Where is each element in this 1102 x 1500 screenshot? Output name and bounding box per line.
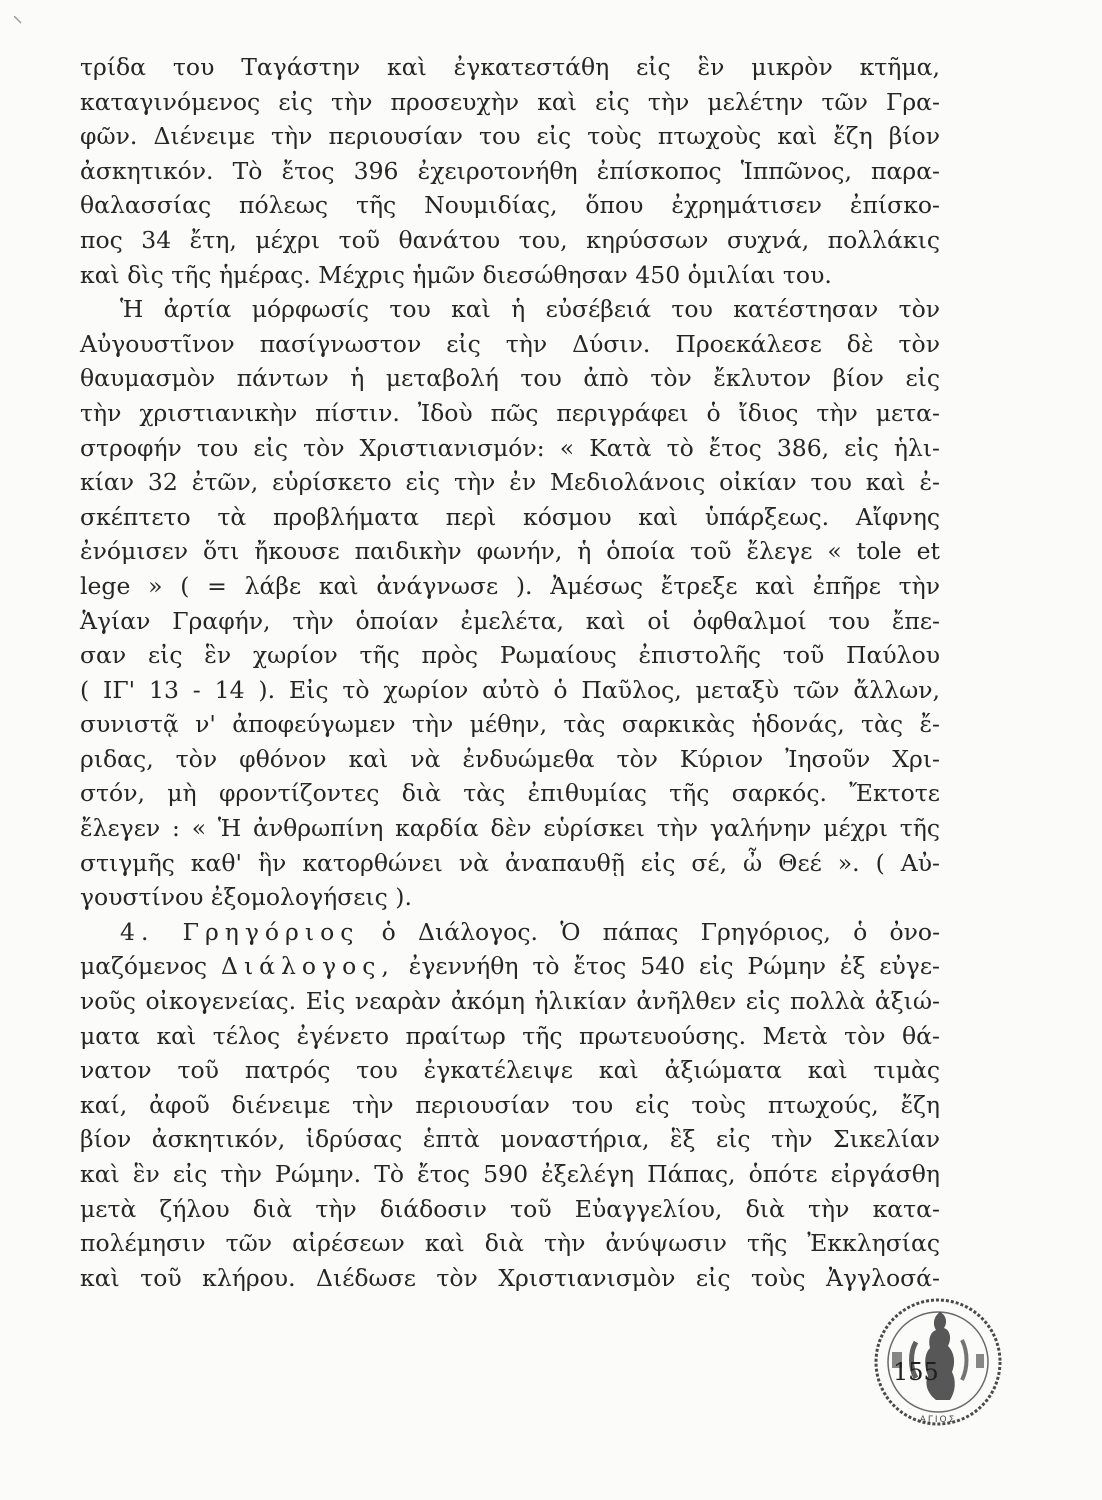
text-line: νατον τοῦ πατρός του ἐγκατέλειψε καὶ ἀξιώματα καὶ τιμὰς	[80, 1056, 940, 1085]
text-line: σαν εἰς ἓν χωρίον τῆς πρὸς Ρωμαίους ἐπιστολῆς τοῦ Παύλου	[80, 641, 940, 670]
text-line: καταγινόμενος εἰς τὴν προσευχὴν καὶ εἰς τὴν μελέτην τῶν Γρα-	[80, 87, 940, 116]
text-line: τὴν χριστιανικὴν πίστιν. Ἰδοὺ πῶς περιγράφει ὁ ἴδιος τὴν μετα-	[80, 398, 940, 427]
text-line: σκέπτετο τὰ προβλήματα περὶ κόσμου καὶ ὑπάρξεως. Αἴφνης	[80, 502, 940, 531]
named-term-line	[80, 949, 940, 984]
text-line: νοῦς οἰκογενείας. Εἰς νεαρὰν ἀκόμη ἡλικίαν ἀνῆλθεν εἰς πολλὰ ἀξιώ-	[80, 987, 940, 1016]
text-fragment: ἐγεννήθη τὸ ἔτος 540 εἰς Ρώμην ἐξ εὐγε-	[408, 952, 940, 981]
text-line: Ἡ ἀρτία μόρφωσίς του καὶ ἡ εὐσέβειά του κατέστησαν τὸν	[120, 295, 940, 324]
text-line: ἐνόμισεν ὅτι ἤκουσε παιδικὴν φωνήν, ἡ ὁποία τοῦ ἔλεγε « tole et	[80, 537, 940, 566]
text-line: στιγμῆς καθ' ἣν κατορθώνει νὰ ἀναπαυθῇ εἰς σέ, ὦ Θεέ ». ( Αὐ-	[80, 848, 940, 877]
text-line: ριδας, τὸν φθόνον καὶ νὰ ἐνδυώμεθα τὸν Κύριον Ἰησοῦν Χρι-	[80, 744, 940, 773]
text-line: βίον ἀσκητικόν, ἱδρύσας ἑπτὰ μοναστήρια, ἓξ εἰς τὴν Σικελίαν	[80, 1125, 940, 1154]
text-line: Ἁγίαν Γραφήν, τὴν ὁποίαν ἐμελέτα, καὶ οἱ ὀφθαλμοί του ἔπε-	[80, 606, 940, 635]
page-number: 155	[893, 1358, 939, 1386]
text-line: στόν, μὴ φροντίζοντες διὰ τὰς ἐπιθυμίας τῆς σαρκός. Ἔκτοτε	[80, 779, 940, 808]
text-line: θαλασσίας πόλεως τῆς Νουμιδίας, ὅπου ἐχρημάτισεν ἐπίσκο-	[80, 191, 940, 220]
text-line: φῶν. Διένειμε τὴν περιουσίαν του εἰς τοὺς πτωχοὺς καὶ ἔζη βίον	[80, 122, 940, 151]
scan-speck	[14, 16, 22, 24]
text-line: ἔλεγεν : « Ἡ ἀνθρωπίνη καρδία δὲν εὑρίσκει τὴν γαλήνην μέχρι τῆς	[80, 814, 940, 843]
section-heading-line	[80, 915, 940, 950]
text-line: γουστίνου ἐξομολογήσεις ).	[80, 883, 412, 912]
named-term: Διάλογος,	[220, 952, 395, 981]
text-line: θαυμασμὸν πάντων ἡ μεταβολή του ἀπὸ τὸν ἔκλυτον βίον εἰς	[80, 364, 940, 393]
text-line: τρίδα του Ταγάστην καὶ ἐγκατεστάθη εἰς ἓν μικρὸν κτῆμα,	[80, 53, 940, 81]
text-line: μετὰ ζήλου διὰ τὴν διάδοσιν τοῦ Εὐαγγελίου, διὰ τὴν κατα-	[80, 1194, 940, 1223]
text-line: καὶ τοῦ κλήρου. Διέδωσε τὸν Χριστιανισμὸν εἰς τοὺς Ἀγγλοσά-	[80, 1263, 940, 1292]
text-line: Αὐγουστῖνον πασίγνωστον εἰς τὴν Δύσιν. Προεκάλεσε δὲ τὸν	[80, 329, 940, 358]
section-heading: 4. Γρηγόριος	[120, 917, 360, 946]
stamp-text: ΑΓΙΟΣ	[919, 1415, 957, 1425]
text-line: ἀσκητικόν. Τὸ ἔτος 396 ἐχειροτονήθη ἐπίσκοπος Ἱππῶνος, παρα-	[80, 156, 940, 185]
text-fragment: μαζόμενος	[80, 952, 208, 981]
body-text	[80, 50, 940, 1295]
text-line: lege » ( = λάβε καὶ ἀνάγνωσε ). Ἀμέσως ἔτρεξε καὶ ἐπῆρε τὴν	[80, 571, 940, 600]
text-fragment: ὁ Διάλογος. Ὁ πάπας Γρηγόριος, ὁ ὀνο-	[381, 917, 941, 946]
text-line: καὶ δὶς τῆς ἡμέρας. Μέχρις ἡμῶν διεσώθησαν 450 ὁμιλίαι του.	[80, 260, 832, 289]
text-line: κίαν 32 ἐτῶν, εὑρίσκετο εἰς τὴν ἐν Μεδιολάνοις οἰκίαν του καὶ ἐ-	[80, 468, 940, 497]
text-line: πος 34 ἔτη, μέχρι τοῦ θανάτου του, κηρύσσων συχνά, πολλάκις	[80, 225, 940, 254]
library-stamp-icon	[858, 1282, 1008, 1432]
text-line: στροφήν του εἰς τὸν Χριστιανισμόν: « Κατὰ τὸ ἔτος 386, εἰς ἡλι-	[80, 433, 940, 462]
text-line: ( ΙΓ' 13 - 14 ). Εἰς τὸ χωρίον αὐτὸ ὁ Παῦλος, μεταξὺ τῶν ἄλλων,	[80, 675, 940, 704]
text-line: συνιστᾷ ν' ἀποφεύγωμεν τὴν μέθην, τὰς σαρκικὰς ἡδονάς, τὰς ἔ-	[80, 710, 940, 739]
text-line: καὶ ἓν εἰς τὴν Ρώμην. Τὸ ἔτος 590 ἐξελέγη Πάπας, ὁπότε εἰργάσθη	[80, 1160, 940, 1188]
text-line: πολέμησιν τῶν αἱρέσεων καὶ διὰ τὴν ἀνύψωσιν τῆς Ἐκκλησίας	[80, 1229, 940, 1258]
text-line: ματα καὶ τέλος ἐγένετο πραίτωρ τῆς πρωτευούσης. Μετὰ τὸν θά-	[80, 1021, 940, 1050]
text-line: καί, ἀφοῦ διένειμε τὴν περιουσίαν του εἰς τοὺς πτωχούς, ἔζη	[80, 1090, 940, 1119]
